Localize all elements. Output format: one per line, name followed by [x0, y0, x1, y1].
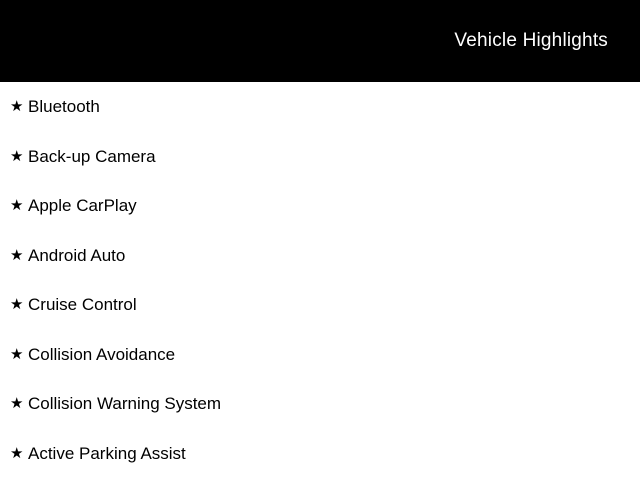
list-item	[0, 82, 640, 132]
star-icon: ★	[10, 444, 24, 462]
list-item-label: Bluetooth	[28, 97, 100, 117]
list-item-label: Collision Warning System	[28, 394, 222, 414]
list-item-label: Cruise Control	[28, 295, 137, 315]
list-item	[0, 181, 640, 231]
list-item-label: Back-up Camera	[28, 146, 156, 166]
list-item	[0, 231, 640, 281]
star-icon: ★	[10, 98, 24, 116]
list-item	[0, 379, 640, 429]
header-bar	[0, 0, 640, 82]
list-item	[0, 330, 640, 380]
list-item	[0, 429, 640, 479]
star-icon: ★	[10, 395, 24, 413]
page-title: Vehicle Highlights	[454, 29, 608, 51]
vehicle-highlights-list	[0, 82, 640, 478]
list-item-label: Apple CarPlay	[28, 196, 137, 216]
list-item-label: Active Parking Assist	[28, 443, 186, 463]
star-icon: ★	[10, 197, 24, 215]
list-item-label: Android Auto	[28, 245, 126, 265]
list-item	[0, 280, 640, 330]
list-item	[0, 132, 640, 182]
star-icon: ★	[10, 296, 24, 314]
star-icon: ★	[10, 345, 24, 363]
list-item-label: Collision Avoidance	[28, 344, 176, 364]
star-icon: ★	[10, 246, 24, 264]
star-icon: ★	[10, 147, 24, 165]
